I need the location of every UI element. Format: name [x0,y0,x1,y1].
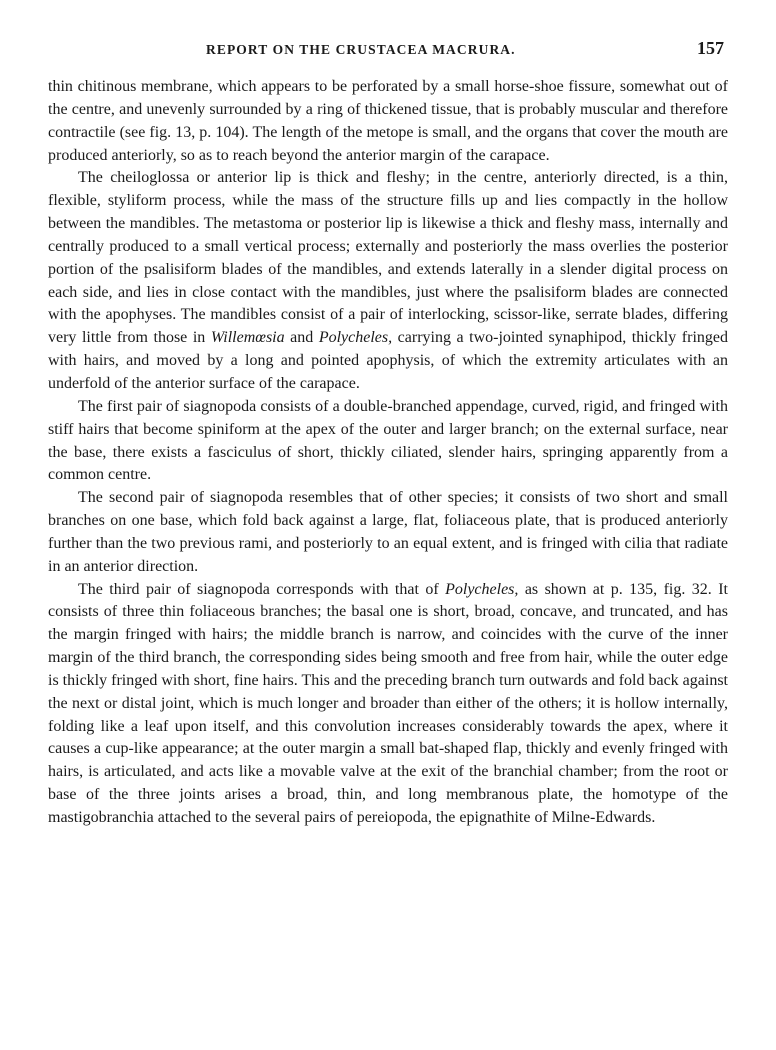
paragraph-2 [48,167,728,395]
genus-name-willemoesia: Willemœsia [210,329,285,347]
paragraph-4: The second pair of siagnopoda resembles that of other species; it consists of two short and small branches on one base, which fold back against a large, flat, foliaceous plate, that is produced anteriorly further than the two previous rami, and posteriorly to an equal extent, and is fringed with cilia that radiate in an anterior direction. [48,489,728,575]
page-number: 157 [697,38,724,58]
paragraph-5-text-a: The third pair of siagnopoda corresponds with that of [78,580,446,598]
body-text [48,76,728,830]
paragraph-2-text-a: The cheiloglossa or anterior lip is thick and fleshy; in the centre, anteriorly directed, is a thin, flexible, styliform process, while the mass of the structure fills up and lies compactly in the hollow between the mandibles. The metastoma or posterior lip is likewise a thick and fleshy mass, internally and centrally produced to a small vertical process; externally and posteriorly the mass overlies the posterior portion of the psalisiform blades of the mandibles, and extends laterally in a slender digital process on each side, and lies in close contact with the mandibles, just where the psalisiform blades are connected with the apophyses. The mandibles consist of a pair of interlocking, scissor-like, serrate blades, differing very little from those in [48,169,728,347]
genus-name-polycheles: Polycheles, [318,329,393,347]
paragraph-5-text-b: as shown at p. 135, fig. 32. It consists of three thin foliaceous branches; the basal one is short, broad, concave, and truncated, and has the margin fringed with hairs; the middle branch is narrow, and coincides with the curve of the inner margin of the third branch, the corresponding sides being smooth and free from hair, while the outer edge is thickly fringed with short, fine hairs. This and the preceding branch turn outwards and fold back against the next or distal joint, which is much longer and broader than either of the others; it is hollow internally, folding like a leaf upon itself, and this convolution increases considerably towards the apex, where it causes a cup-like appearance; at the outer margin a small bat-shaped flap, thickly and evenly fringed with hairs, is articulated, and acts like a movable valve at the exit of the branchial chamber; from the root or base of the three joints arises a broad, thin, and long membranous plate, the homotype of the mastigobranchia attached to the several pairs of pereiopoda, the epignathite of Milne-Edwards. [48,580,729,826]
running-title: REPORT ON THE CRUSTACEA MACRURA. [206,42,516,57]
paragraph-1: thin chitinous membrane, which appears to be perforated by a small horse-shoe fissure, somewhat out of the centre, and unevenly surrounded by a ring of thickened tissue, that is probably muscular and therefore contractile (see fig. 13, p. 104). The length of the metope is small, and the organs that cover the mouth are produced anteriorly, so as to reach beyond the anterior margin of the carapace. [48,78,728,164]
paragraph-2-text-c: carrying a two-jointed synaphipod, thickly fringed with hairs, and moved by a long and pointed apophysis, of which the extremity articulates with an underfold of the anterior surface of the carapace. [48,329,728,392]
paragraph-2-text-b: and [284,329,319,347]
paragraph-3: The first pair of siagnopoda consists of a double-branched appendage, curved, rigid, and fringed with stiff hairs that become spiniform at the apex of the outer and larger branch; on the external surface, near the base, there exists a fasciculus of short, thickly ciliated, slender hairs, springing apparently from a common centre. [48,397,728,484]
paragraph-5 [48,579,728,830]
genus-name-polycheles: Polycheles, [445,580,519,598]
page-header [48,36,728,66]
document-page [48,36,728,830]
